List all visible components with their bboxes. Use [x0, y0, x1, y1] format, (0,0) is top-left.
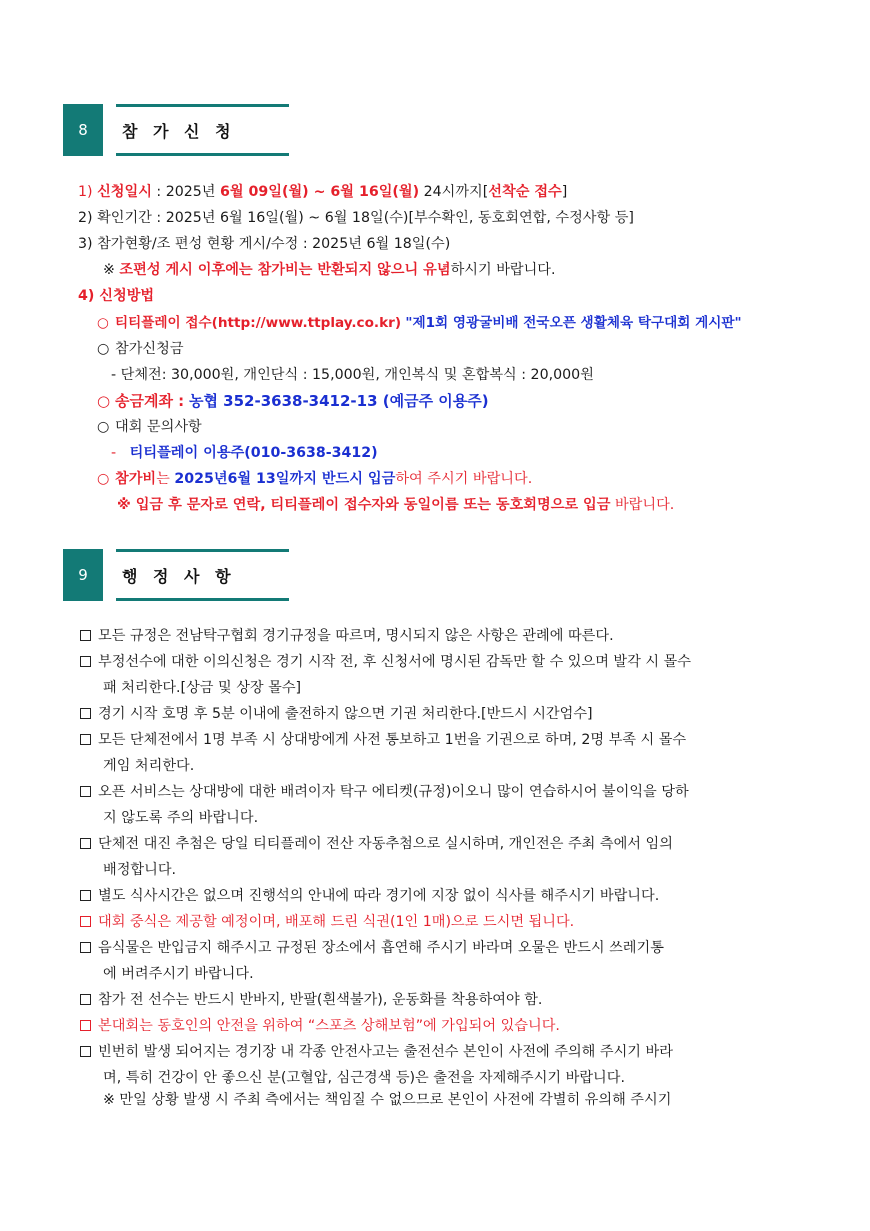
last-note: ※ 만일 상황 발생 시 주최 측에서는 책임질 수 없으므로 본인이 사전에 각별히 유의해 주시기	[103, 1092, 672, 1108]
fee-deadline: 2025년6월 13일까지 반드시 입금	[174, 471, 396, 487]
checkbox-square-icon	[80, 890, 91, 901]
admin-rule-item: 본대회는 동호인의 안전을 위하여 “스포츠 상해보험”에 가입되어 있습니다.	[80, 1016, 560, 1036]
admin-rule-item: 빈번히 발생 되어지는 경기장 내 각종 안전사고는 출전선수 본인이 사전에 주의해 주시기 바라	[80, 1042, 673, 1062]
checkbox-square-icon	[80, 786, 91, 797]
board-name: "제1회 영광굴비배 전국오픈 생활체육 탁구대회 게시판"	[405, 315, 742, 331]
inquiry-heading-line: ○ 대회 문의사항	[97, 419, 202, 435]
admin-rule-continuation: 지 않도록 주의 바랍니다.	[103, 810, 259, 826]
bullet-circle: ○	[97, 419, 110, 435]
confirm-period-line: 2) 확인기간 : 2025년 6월 16일(월) ~ 6월 18일(수)[부수확인, 동호회연합, 수정사항 등]	[78, 210, 634, 226]
account-line: ○ 송금계좌 : 농협 352-3638-3412-13 (예금주 이용주)	[97, 392, 489, 410]
first-come-note: 선착순 접수	[488, 184, 562, 200]
section-title-box	[116, 104, 289, 156]
account-number: 농협 352-3638-3412-13 (예금주 이용주)	[188, 392, 489, 410]
section-title-box	[116, 549, 289, 601]
status-post-line: 3) 참가현황/조 편성 현황 게시/수정 : 2025년 6월 18일(수)	[78, 236, 451, 252]
apply-period-line: 1) 신청일시 : 2025년 6월 09일(월) ~ 6월 16일(월) 24시까지[선착순 접수]	[78, 184, 568, 200]
checkbox-square-icon	[80, 708, 91, 719]
apply-method-heading: 4) 신청방법	[78, 288, 155, 304]
admin-rule-item: 모든 단체전에서 1명 부족 시 상대방에게 사전 통보하고 1번을 기권으로 하며, 2명 부족 시 몰수	[80, 730, 686, 750]
admin-rule-item: 음식물은 반입금지 해주시고 규정된 장소에서 흡연해 주시기 바라며 오물은 반드시 쓰레기통	[80, 938, 664, 958]
fee-heading-line: ○ 참가신청금	[97, 341, 184, 357]
section-8-header	[63, 104, 293, 156]
admin-rule-item: 모든 규정은 전남탁구협회 경기규정을 따르며, 명시되지 않은 사항은 관례에 따른다.	[80, 626, 614, 646]
section-title: 참 가 신 청	[122, 122, 236, 141]
admin-rule-item: 부정선수에 대한 이의신청은 경기 시작 전, 후 신청서에 명시된 감독만 할 수 있으며 발각 시 몰수	[80, 652, 691, 672]
bullet-circle: ○	[97, 392, 111, 410]
apply-online-line	[97, 313, 742, 333]
admin-rule-item: 단체전 대진 추첨은 당일 티티플레이 전산 자동추첨으로 실시하며, 개인전은 주최 측에서 임의	[80, 834, 673, 854]
admin-rule-item: 경기 시작 호명 후 5분 이내에 출전하지 않으면 기권 처리한다.[반드시 시간엄수]	[80, 704, 593, 724]
checkbox-square-icon	[80, 630, 91, 641]
checkbox-square-icon	[80, 916, 91, 927]
section-9-header	[63, 549, 293, 601]
admin-rule-item: 참가 전 선수는 반드시 반바지, 반팔(흰색불가), 운동화를 착용하여야 함.	[80, 990, 542, 1010]
checkbox-square-icon	[80, 656, 91, 667]
inquiry-contact: 티티플레이 이용주(010-3638-3412)	[129, 445, 378, 461]
section-title: 행 정 사 항	[122, 567, 236, 586]
checkbox-square-icon	[80, 942, 91, 953]
deposit-note: ※ 입금 후 문자로 연락, 티티플레이 접수자와 동일이름 또는 동호회명으로 입금 바랍니다.	[117, 497, 675, 513]
admin-rule-continuation: 패 처리한다.[상금 및 상장 몰수]	[103, 680, 302, 696]
checkbox-square-icon	[80, 1046, 91, 1057]
admin-rule-continuation: 에 버려주시기 바랍니다.	[103, 966, 254, 982]
bullet-circle: ○	[97, 315, 109, 331]
apply-site-link[interactable]: 티티플레이 접수(http://www.ttplay.co.kr)	[115, 315, 402, 331]
checkbox-square-icon	[80, 734, 91, 745]
bullet-circle: ○	[97, 341, 110, 357]
fee-deadline-line: ○ 참가비는 2025년6월 13일까지 반드시 입금하여 주시기 바랍니다.	[97, 471, 533, 487]
admin-rule-item: 대회 중식은 제공할 예정이며, 배포해 드린 식권(1인 1매)으로 드시면 됩니다.	[80, 912, 574, 932]
admin-rule-item: 별도 식사시간은 없으며 진행석의 안내에 따라 경기에 지장 없이 식사를 해주시기 바랍니다.	[80, 886, 659, 906]
fee-detail-line: - 단체전: 30,000원, 개인단식 : 15,000원, 개인복식 및 혼합복식 : 20,000원	[111, 367, 594, 383]
refund-note: ※ 조편성 게시 이후에는 참가비는 반환되지 않으니 유념하시기 바랍니다.	[103, 262, 556, 278]
bullet-circle: ○	[97, 471, 110, 487]
inquiry-contact-line: - 티티플레이 이용주(010-3638-3412)	[111, 445, 378, 461]
admin-rule-continuation: 배정합니다.	[103, 862, 177, 878]
section-number: 8	[63, 104, 103, 156]
apply-period-label: 신청일시	[97, 184, 152, 200]
admin-rule-item: 오픈 서비스는 상대방에 대한 배려이자 탁구 에티켓(규정)이오니 많이 연습하시어 불이익을 당하	[80, 782, 689, 802]
checkbox-square-icon	[80, 994, 91, 1005]
section-number: 9	[63, 549, 103, 601]
admin-rule-continuation: 며, 특히 건강이 안 좋으신 분(고혈압, 심근경색 등)은 출전을 자제해주시기 바랍니다.	[103, 1070, 625, 1086]
checkbox-square-icon	[80, 838, 91, 849]
checkbox-square-icon	[80, 1020, 91, 1031]
apply-period-dates: 6월 09일(월) ~ 6월 16일(월)	[220, 184, 420, 200]
admin-rule-continuation: 게임 처리한다.	[103, 758, 195, 774]
